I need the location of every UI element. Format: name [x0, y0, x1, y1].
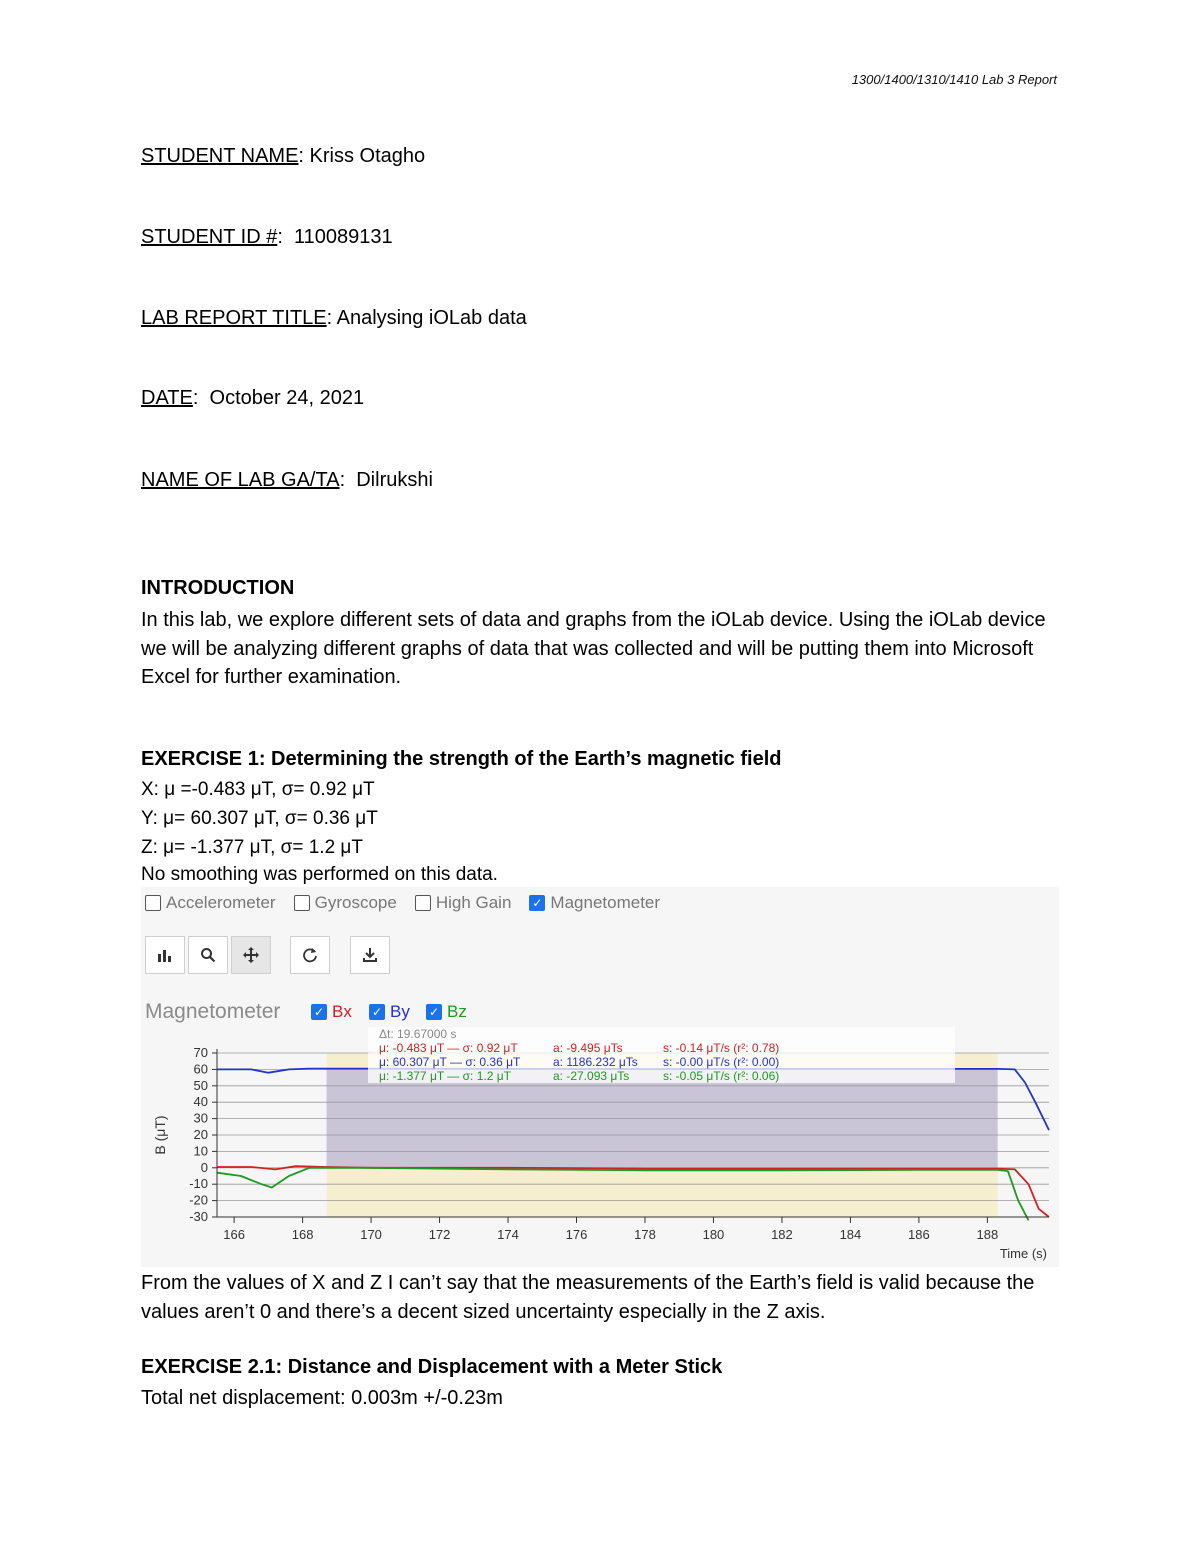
exercise2-displacement	[141, 1387, 503, 1410]
student-id-value: 110089131	[294, 226, 393, 248]
y-tick-label: 0	[200, 1159, 208, 1175]
student-name-field: STUDENT NAME: Kriss Otagho	[141, 145, 426, 167]
exercise1-conclusion: From the values of X and Z I can’t say that the measurements of the Earth’s field is valid because the values aren’t 0 and there’s a decent sized uncertainty especially in the Z axis.	[141, 1272, 1035, 1323]
sensor-label: High Gain	[435, 893, 512, 912]
x-tick-label: 180	[702, 1227, 725, 1242]
stat-bz-mean: μ: -1.377 μT — σ: 1.2 μT	[379, 1069, 511, 1083]
exercise2-heading: EXERCISE 2.1: Distance and Displacement with a Meter Stick	[141, 1356, 723, 1378]
stat-bx-mean: μ: -0.483 μT — σ: 0.92 μT	[379, 1041, 518, 1055]
exercise1-x-stat: X: μ =-0.483 μT, σ= 0.92 μT	[141, 779, 375, 800]
date-value: October 24, 2021	[209, 387, 365, 409]
series-label-bz: Bz	[447, 1002, 467, 1021]
stat-bz-area: a: -27.093 μTs	[553, 1069, 630, 1083]
y-tick-label: 30	[193, 1110, 208, 1126]
ta-value: Dilrukshi	[356, 469, 433, 491]
x-tick-label: 166	[223, 1227, 245, 1242]
checkmark-icon[interactable]: ✓	[311, 1004, 327, 1020]
x-tick-label: 174	[497, 1227, 519, 1242]
stat-by-area: a: 1186.232 μTs	[553, 1055, 638, 1069]
displacement-label: Total net displacement:	[141, 1387, 346, 1409]
report-title-value: Analysing iOLab data	[336, 307, 527, 329]
y-axis-label: B (μT)	[152, 1115, 168, 1155]
stat-bx-slope: s: -0.14 μT/s (r²: 0.78)	[663, 1041, 780, 1055]
student-id-label: STUDENT ID #	[141, 226, 278, 248]
report-title-field: LAB REPORT TITLE: Analysing iOLab data	[141, 307, 527, 329]
x-tick-label: 170	[360, 1227, 382, 1242]
y-tick-label: 70	[193, 1045, 208, 1060]
sensor-label: Accelerometer	[166, 893, 276, 912]
y-tick-label: 10	[193, 1143, 208, 1159]
course-header: 1300/1400/1310/1410 Lab 3 Report	[851, 72, 1057, 87]
x-tick-label: 184	[839, 1227, 862, 1242]
x-tick-label: 168	[291, 1227, 314, 1242]
stat-bx-area: a: -9.495 μTs	[553, 1041, 623, 1055]
x-tick-label: 186	[908, 1227, 930, 1242]
sensor-label: Gyroscope	[314, 893, 397, 912]
x-tick-label: 182	[771, 1227, 793, 1242]
x-axis-label: Time (s)	[999, 1246, 1047, 1261]
student-name-label: STUDENT NAME	[141, 145, 299, 167]
intro-text: In this lab, we explore different sets of data and graphs from the iOLab device. Using the iOLab device we will be analyzing different graphs of data that was collected and will be putting them into Microsoft Excel for further examination.	[141, 609, 1046, 688]
y-tick-label: -20	[189, 1192, 208, 1208]
x-tick-label: 188	[976, 1227, 999, 1242]
exercise1-heading: EXERCISE 1: Determining the strength of the Earth’s magnetic field	[141, 748, 782, 770]
exercise1-note: No smoothing was performed on this data.	[141, 864, 498, 885]
x-tick-label: 178	[634, 1227, 656, 1242]
y-tick-label: 20	[193, 1127, 208, 1142]
y-tick-label: 60	[193, 1061, 208, 1077]
stat-by-mean: μ: 60.307 μT — σ: 0.36 μT	[379, 1055, 521, 1069]
exercise1-y-stat: Y: μ= 60.307 μT, σ= 0.36 μT	[141, 808, 378, 829]
report-title-label: LAB REPORT TITLE	[141, 307, 327, 329]
date-label: DATE	[141, 387, 193, 409]
checkmark-icon[interactable]: ✓	[369, 1004, 385, 1020]
student-name-value: Kriss Otagho	[309, 145, 426, 167]
student-id-field: STUDENT ID #: 110089131	[141, 226, 393, 248]
stat-by-slope: s: -0.00 μT/s (r²: 0.00)	[663, 1055, 780, 1069]
y-tick-label: 40	[193, 1094, 208, 1110]
displacement-value: 0.003m +/-0.23m	[351, 1387, 503, 1409]
selection-region	[327, 1069, 998, 1168]
checkmark-icon[interactable]: ✓	[529, 895, 545, 911]
sensor-label: Magnetometer	[550, 893, 661, 912]
series-label-bx: Bx	[332, 1002, 352, 1021]
x-tick-label: 176	[565, 1227, 588, 1242]
y-tick-label: -30	[189, 1209, 208, 1224]
series-label-by: By	[390, 1002, 410, 1021]
chart-title: Magnetometer	[145, 1000, 281, 1023]
stat-dt: Δt: 19.67000 s	[379, 1027, 457, 1041]
checkmark-icon[interactable]: ✓	[426, 1004, 442, 1020]
intro-heading: INTRODUCTION	[141, 577, 295, 599]
x-tick-label: 172	[428, 1227, 451, 1242]
stat-bz-slope: s: -0.05 μT/s (r²: 0.06)	[663, 1069, 780, 1083]
ta-field: NAME OF LAB GA/TA: Dilrukshi	[141, 469, 433, 491]
date-field: DATE: October 24, 2021	[141, 387, 365, 409]
exercise1-z-stat: Z: μ= -1.377 μT, σ= 1.2 μT	[141, 837, 363, 858]
iolab-panel	[141, 887, 1059, 1267]
y-tick-label: 50	[193, 1077, 208, 1093]
ta-label: NAME OF LAB GA/TA	[141, 469, 340, 491]
y-tick-label: -10	[189, 1176, 208, 1192]
selection-stats	[368, 1027, 955, 1083]
